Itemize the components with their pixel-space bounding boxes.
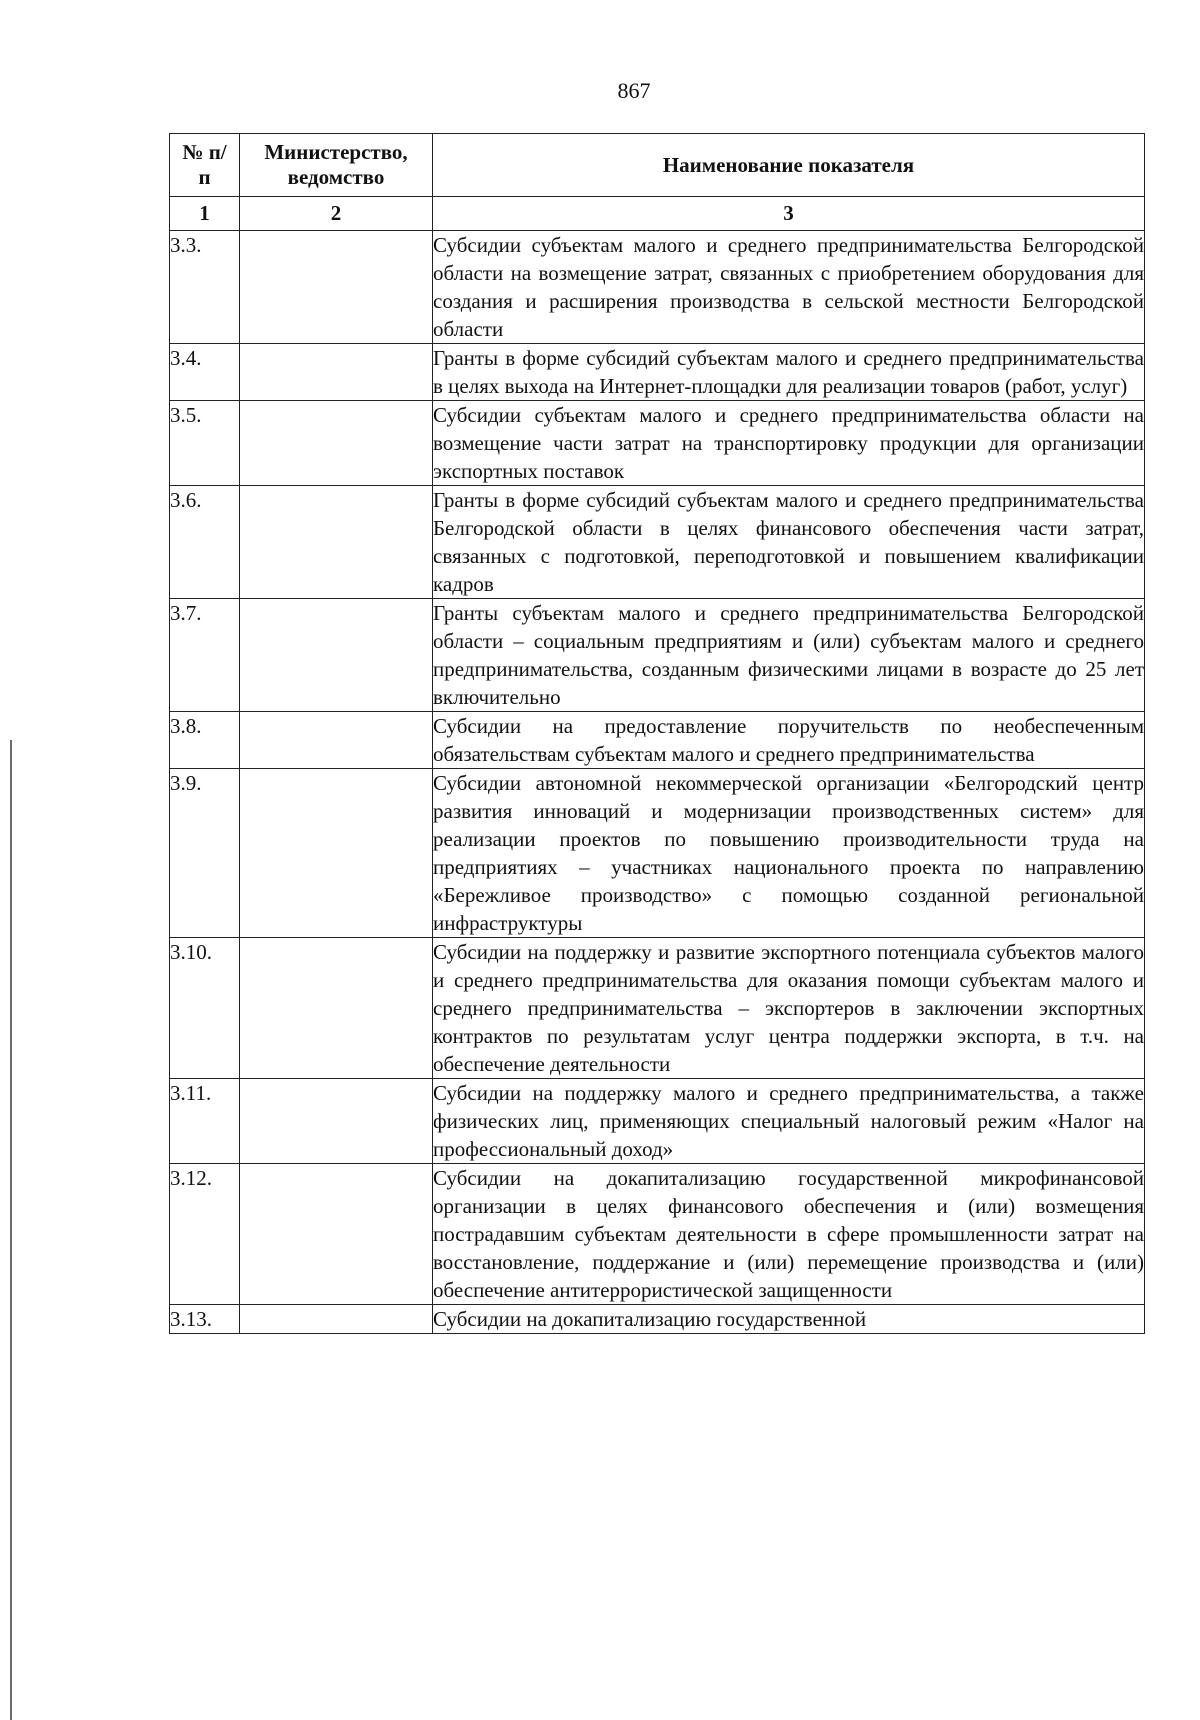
table-row <box>170 486 1145 599</box>
header-ministry <box>240 134 433 197</box>
table-row <box>170 1305 1145 1334</box>
row-ministry <box>240 1164 433 1305</box>
row-number: 3.5. <box>170 401 240 486</box>
row-indicator-name: Субсидии субъектам малого и среднего предпринимательства области на возмещение части затрат на транспортировку продукции для организации экспортных поставок <box>433 401 1145 486</box>
row-indicator-name: Субсидии на докапитализацию государственной микрофинансовой организации в целях финансового обеспечения и (или) возмещения пострадавшим субъектам деятельности в сфере промышленности затрат на восстановление, поддержание и (или) перемещение производства и (или) обеспечение антитеррористической защищенности <box>433 1164 1145 1305</box>
table-row <box>170 938 1145 1079</box>
column-index-3: 3 <box>433 197 1145 231</box>
row-indicator-name: Гранты в форме субсидий субъектам малого и среднего предпринимательства в целях выхода на Интернет-площадки для реализации товаров (работ, услуг) <box>433 344 1145 401</box>
row-number: 3.12. <box>170 1164 240 1305</box>
page-number: 867 <box>617 78 651 103</box>
table-row <box>170 599 1145 712</box>
column-index-2: 2 <box>240 197 433 231</box>
row-indicator-name: Субсидии на предоставление поручительств по необеспеченным обязательствам субъектам малого и среднего предпринимательства <box>433 712 1145 769</box>
table-row <box>170 1079 1145 1164</box>
header-num-label: № п/п <box>182 140 227 189</box>
row-number: 3.11. <box>170 1079 240 1164</box>
row-ministry <box>240 1079 433 1164</box>
row-number: 3.3. <box>170 231 240 344</box>
header-indicator <box>433 134 1145 197</box>
row-number: 3.13. <box>170 1305 240 1334</box>
table-row <box>170 231 1145 344</box>
row-indicator-name: Субсидии на поддержку малого и среднего предпринимательства, а также физических лиц, применяющих специальный налоговый режим «Налог на профессиональный доход» <box>433 1079 1145 1164</box>
header-indicator-label: Наименование показателя <box>662 152 915 177</box>
indicators-table <box>169 133 1145 1334</box>
table-row <box>170 712 1145 769</box>
column-index-row <box>170 197 1145 231</box>
row-ministry <box>240 486 433 599</box>
row-ministry <box>240 769 433 938</box>
header-num <box>170 134 240 197</box>
row-indicator-name: Субсидии субъектам малого и среднего предпринимательства Белгородской области на возмещение затрат, связанных с приобретением оборудования для создания и расширения производства в сельской местности Белгородской области <box>433 231 1145 344</box>
row-indicator-name: Субсидии на поддержку и развитие экспортного потенциала субъектов малого и среднего предпринимательства для оказания помощи субъектам малого и среднего предпринимательства – экспортеров в заключении экспортных контрактов по результатам услуг центра поддержки экспорта, в т.ч. на обеспечение деятельности <box>433 938 1145 1079</box>
row-indicator-name: Гранты в форме субсидий субъектам малого и среднего предпринимательства Белгородской области в целях финансового обеспечения части затрат, связанных с подготовкой, переподготовкой и повышением квалификации кадров <box>433 486 1145 599</box>
column-index-1: 1 <box>170 197 240 231</box>
row-ministry <box>240 599 433 712</box>
table-header-row <box>170 134 1145 197</box>
row-ministry <box>240 712 433 769</box>
table-row <box>170 1164 1145 1305</box>
row-ministry <box>240 231 433 344</box>
row-indicator-name: Субсидии на докапитализацию государственной <box>433 1305 1145 1334</box>
header-ministry-label: Министерство, ведомство <box>264 140 408 189</box>
row-number: 3.6. <box>170 486 240 599</box>
row-indicator-name: Субсидии автономной некоммерческой организации «Белгородский центр развития инноваций и модернизации производственных систем» для реализации проектов по повышению производительности труда на предприятиях – участниках национального проекта по направлению «Бережливое производство» с помощью созданной региональной инфраструктуры <box>433 769 1145 938</box>
table-row <box>170 344 1145 401</box>
table-row <box>170 769 1145 938</box>
row-ministry <box>240 938 433 1079</box>
row-ministry <box>240 1305 433 1334</box>
row-indicator-name: Гранты субъектам малого и среднего предпринимательства Белгородской области – социальным предприятиям и (или) субъектам малого и среднего предпринимательства, созданным физическими лицами в возрасте до 25 лет включительно <box>433 599 1145 712</box>
table-row <box>170 401 1145 486</box>
row-number: 3.8. <box>170 712 240 769</box>
row-number: 3.4. <box>170 344 240 401</box>
row-ministry <box>240 401 433 486</box>
row-ministry <box>240 344 433 401</box>
row-number: 3.7. <box>170 599 240 712</box>
row-number: 3.9. <box>170 769 240 938</box>
row-number: 3.10. <box>170 938 240 1079</box>
scan-edge-line <box>10 740 12 1720</box>
